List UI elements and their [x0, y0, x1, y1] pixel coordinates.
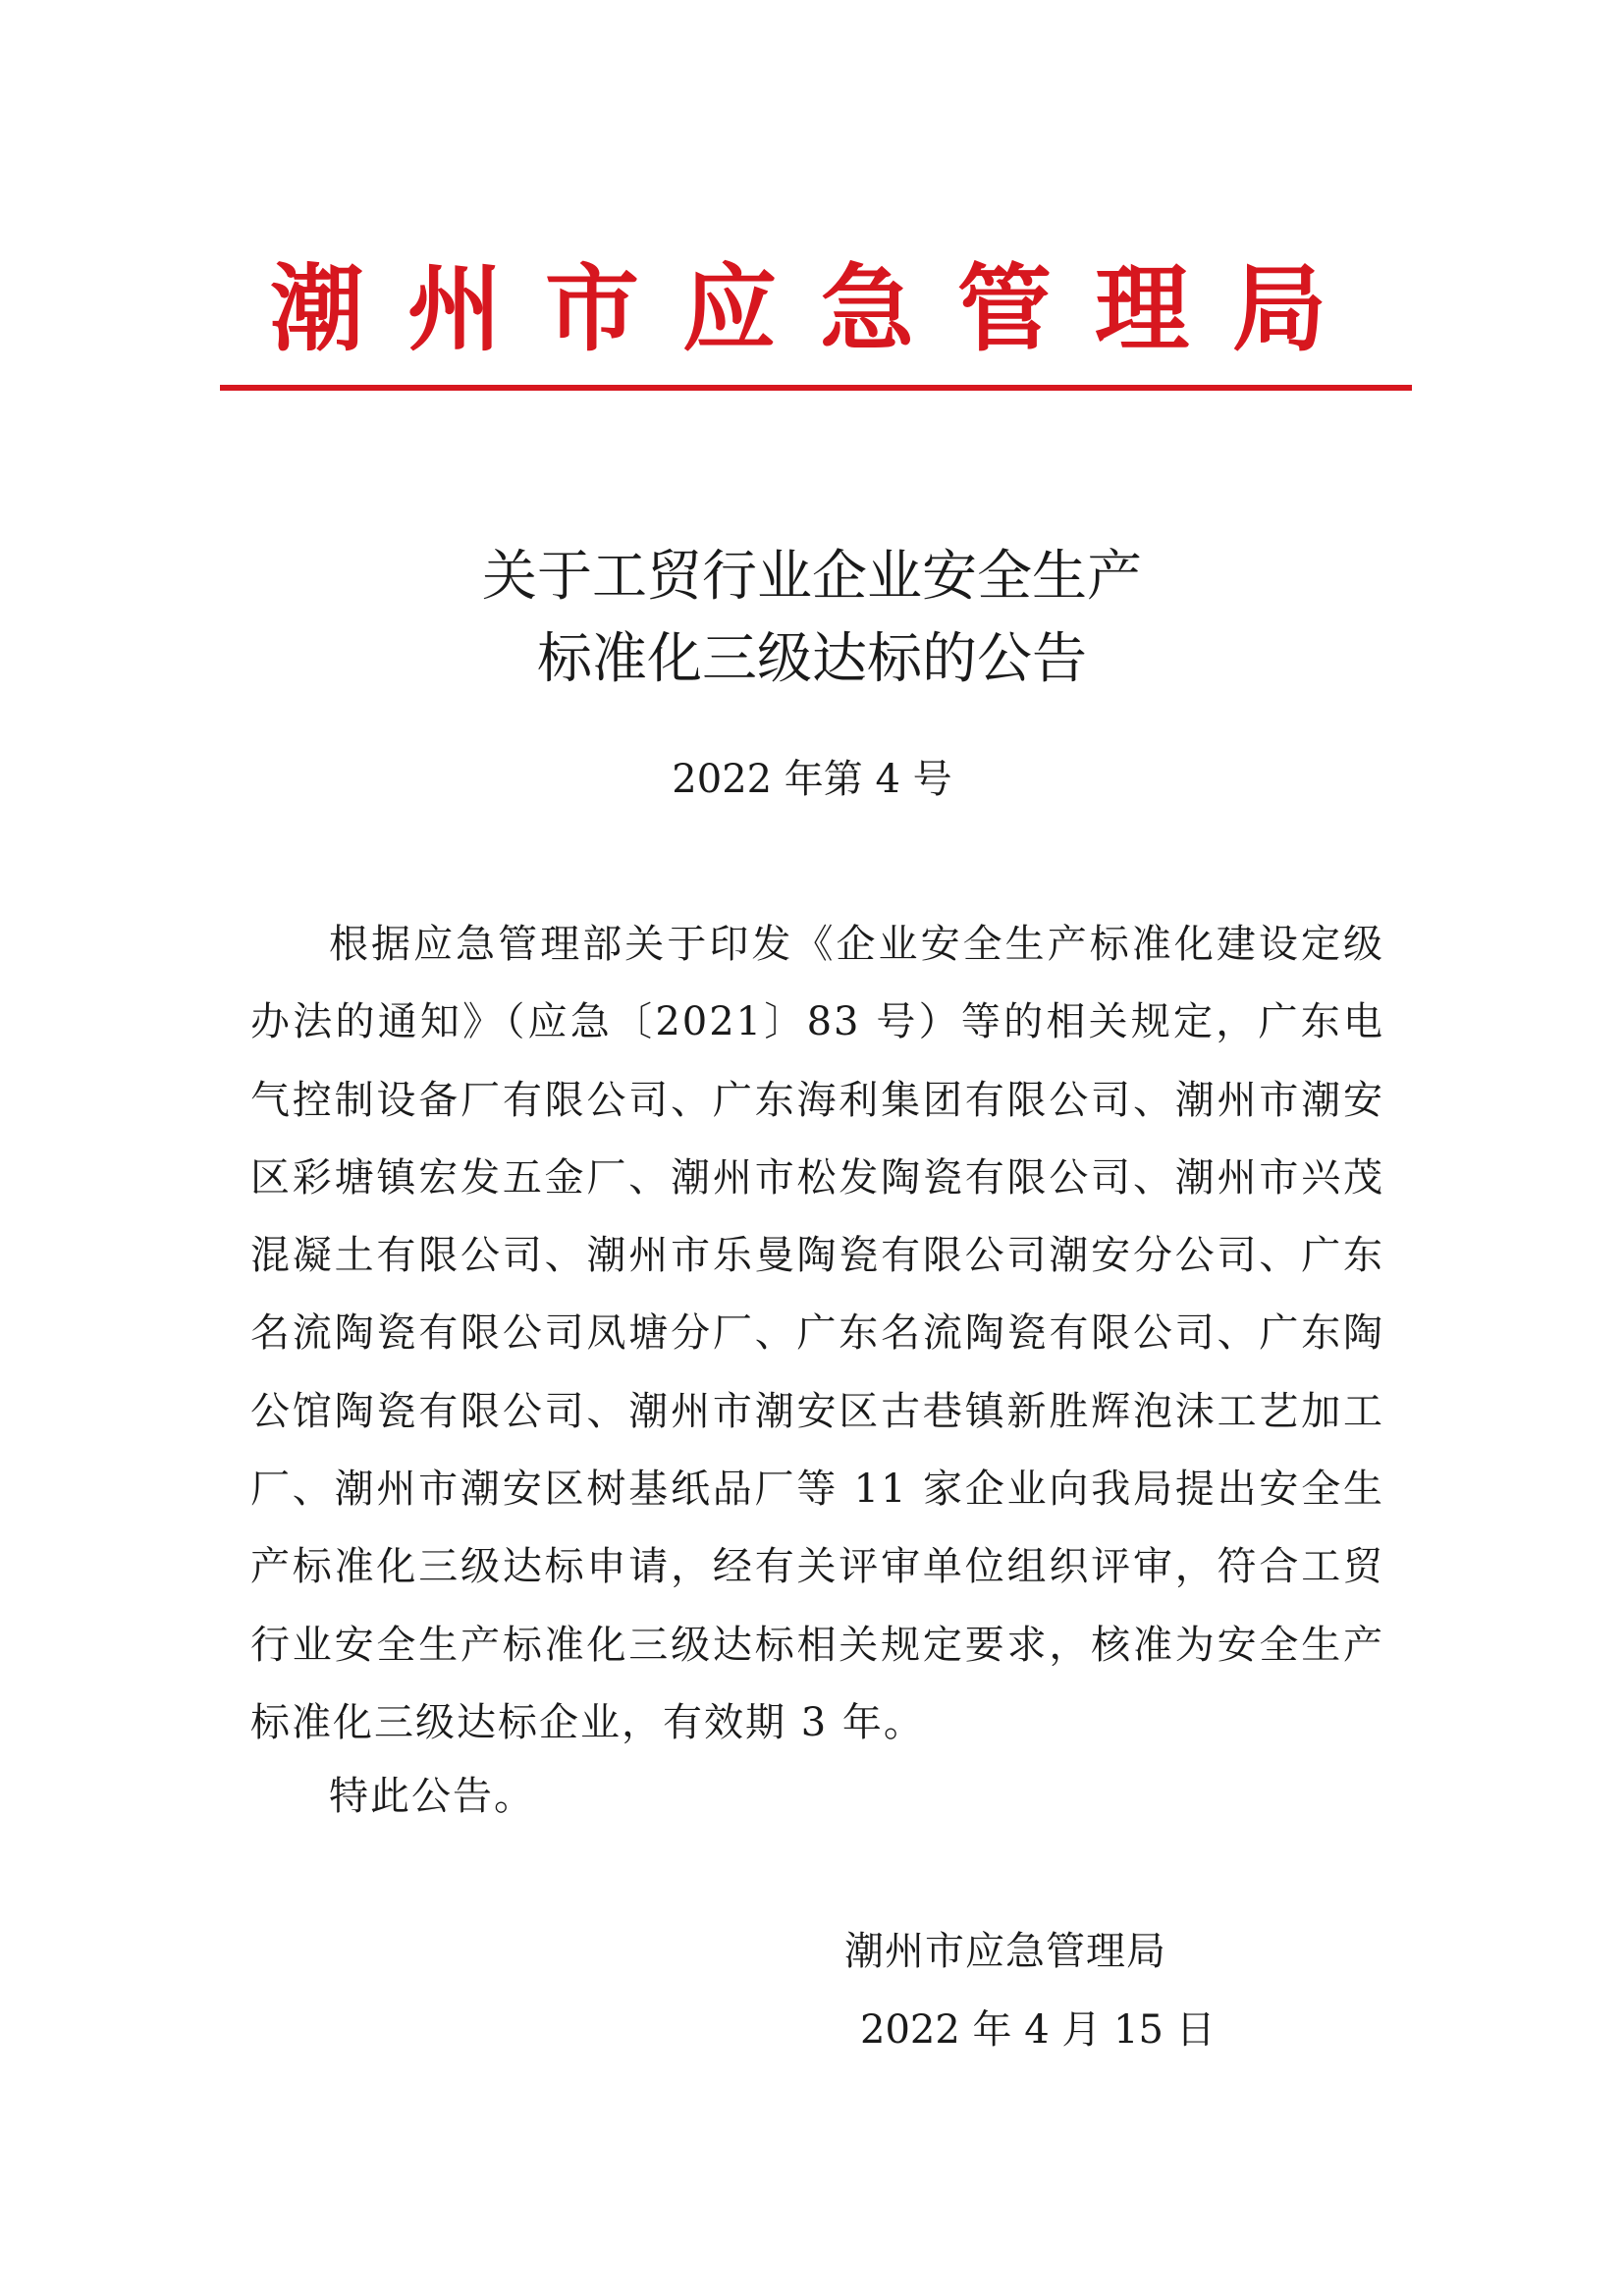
document-number: 2022 年第 4 号: [672, 757, 952, 802]
letterhead-divider: [220, 385, 1412, 391]
notice-title-line-2: 标准化三级达标的公告: [537, 627, 1087, 691]
letterhead-title: 潮州市应急管理局: [270, 254, 1370, 364]
notice-body-paragraph: 根据应急管理部关于印发《企业安全生产标准化建设定级办法的通知》（应急〔2021〕83 号）等的相关规定，广东电气控制设备厂有限公司、广东海利集团有限公司、潮州市潮安区彩塘镇宏发五金厂、潮州市松发陶瓷有限公司、潮州市兴茂混凝土有限公司、潮州市乐曼陶瓷有限公司潮安分公司、广东名流陶瓷有限公司凤塘分厂、广东名流陶瓷有限公司、广东陶公馆陶瓷有限公司、潮州市潮安区古巷镇新胜辉泡沫工艺加工厂、潮州市潮安区树基纸品厂等 11 家企业向我局提出安全生产标准化三级达标申请，经有关评审单位组织评审，符合工贸行业安全生产标准化三级达标相关规定要求，核准为安全生产标准化三级达标企业，有效期 3 年。: [250, 922, 1384, 1745]
notice-title-line-1: 关于工贸行业企业安全生产: [482, 545, 1142, 609]
signature-date: 2022 年 4 月 15 日: [860, 2007, 1216, 2053]
notice-closing: 特此公告。: [329, 1774, 535, 1819]
signature-organization: 潮州市应急管理局: [844, 1929, 1166, 1974]
